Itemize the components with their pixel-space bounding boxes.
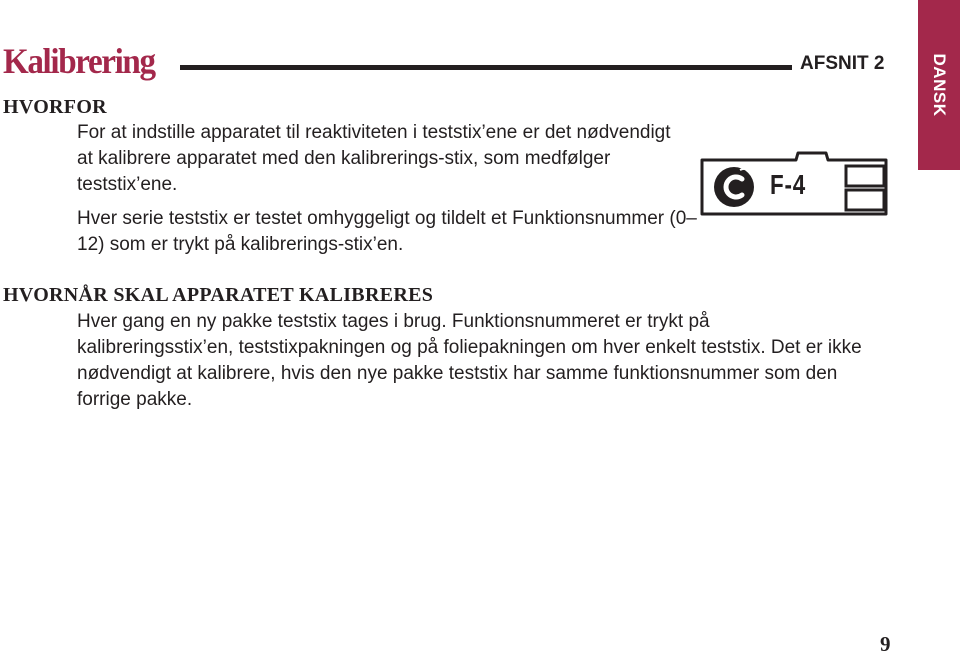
function-number-readout: F-4 <box>770 169 806 200</box>
why-paragraph-1: For at indstille apparatet til reaktiviteten i teststix’ene er det nødvendigt at kalibrere apparatet med den kalibrerings-stix, som medfølger teststix’ene. <box>77 122 671 195</box>
language-tab-label: DANSK <box>930 53 949 117</box>
section-label: AFSNIT 2 <box>800 53 885 74</box>
c-symbol-icon <box>714 167 754 207</box>
why-paragraph-2: Hver serie teststix er testet omhyggeligt og tildelt et Funktionsnummer (0–12) som er trykt på kalibrerings-stix’en. <box>77 208 697 255</box>
page-number: 9 <box>880 632 891 656</box>
meter-display-illustration <box>696 148 892 220</box>
page-title: Kalibrering <box>3 41 155 81</box>
heading-when: HVORNÅR SKAL APPARATET KALIBRERES <box>3 284 434 306</box>
when-paragraph: Hver gang en ny pakke teststix tages i brug. Funktionsnummeret er trykt på kalibreringsstix’en, teststixpakningen og på foliepakningen om hver enkelt teststix. Det er ikke nødvendigt at kalibrere, hvis den nye pakke teststix har samme funktionsnummer som den forrige pakke. <box>77 311 862 410</box>
heading-why: HVORFOR <box>3 96 107 118</box>
language-tab <box>918 0 960 170</box>
title-rule <box>180 65 792 70</box>
